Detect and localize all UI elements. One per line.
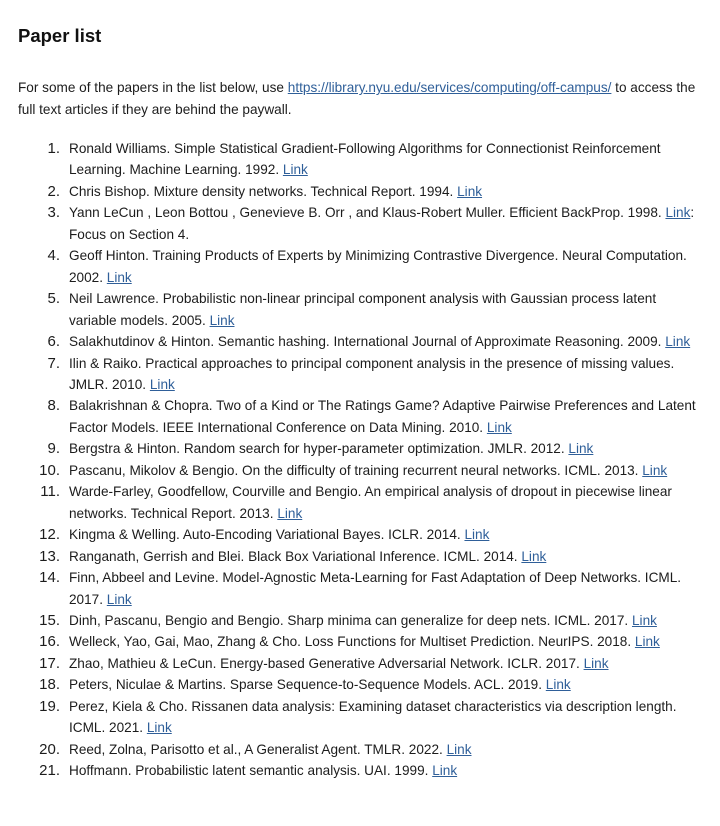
paper-list-item — [18, 739, 702, 760]
paper-link[interactable]: Link — [634, 634, 660, 650]
paper-citation: Neil Lawrence. Probabilistic non-linear principal component analysis with Gaussian process latent variable models. 2005. — [69, 291, 657, 328]
paper-citation: Bergstra & Hinton. Random search for hyper-parameter optimization. JMLR. 2012. — [69, 441, 569, 457]
paper-link[interactable]: Link — [568, 441, 594, 457]
paper-note: : Focus on Section 4. — [69, 205, 695, 242]
paper-number: 5. — [47, 290, 60, 308]
paper-citation: Ronald Williams. Simple Statistical Gradient-Following Algorithms for Connectionist Reinforcement Learning. Machine Learning. 1992. — [69, 141, 661, 178]
paper-link[interactable]: Link — [521, 548, 547, 564]
paper-citation: Chris Bishop. Mixture density networks. Technical Report. 1994. — [69, 183, 458, 199]
paper-citation: Pascanu, Mikolov & Bengio. On the difficulty of training recurrent neural networks. ICML. 2013. — [69, 462, 643, 478]
paper-list-item — [18, 331, 702, 352]
paper-list-item — [18, 245, 702, 288]
paper-list-item — [18, 653, 702, 674]
paper-list-item — [18, 696, 702, 739]
paper-link[interactable]: Link — [277, 505, 303, 521]
paper-link[interactable]: Link — [106, 591, 132, 607]
paper-citation: Peters, Niculae & Martins. Sparse Sequence-to-Sequence Models. ACL. 2019. — [69, 677, 546, 693]
paper-number: 1. — [47, 140, 60, 157]
paper-list-item — [18, 395, 702, 438]
paper-citation: Ilin & Raiko. Practical approaches to principal component analysis in the presence of missing values. JMLR. 2010. — [69, 355, 675, 392]
paper-list-item — [18, 481, 702, 524]
paper-list-item — [18, 610, 702, 631]
paper-list-item — [18, 353, 702, 396]
intro-text-after: to access the full text articles if they are behind the paywall. — [18, 80, 696, 117]
paper-list-item — [18, 202, 702, 245]
paper-link[interactable]: Link — [146, 720, 172, 736]
paper-number: 13. — [39, 547, 60, 565]
paper-citation: Warde-Farley, Goodfellow, Courville and Bengio. An empirical analysis of dropout in piecewise linear networks. Technical Report. 2013. — [69, 484, 672, 521]
paper-number: 9. — [47, 440, 60, 458]
paper-number: 2. — [47, 182, 60, 200]
paper-link[interactable]: Link — [432, 763, 458, 779]
paper-number: 4. — [47, 247, 60, 265]
paper-link[interactable]: Link — [149, 376, 175, 392]
page-title: Paper list — [18, 25, 102, 46]
paper-citation: Balakrishnan & Chopra. Two of a Kind or The Ratings Game? Adaptive Pairwise Preferences and Latent Factor Models. IEEE International Conference on Data Mining. 2010. — [69, 398, 696, 435]
paper-list-item — [18, 288, 702, 331]
paper-link[interactable]: Link — [545, 677, 571, 693]
paper-citation: Perez, Kiela & Cho. Rissanen data analysis: Examining dataset characteristics via description length. ICML. 2021. — [69, 698, 677, 736]
paper-number: 20. — [39, 740, 60, 758]
paper-list — [18, 138, 702, 782]
paper-list-item — [18, 181, 702, 202]
paper-link[interactable]: Link — [457, 183, 483, 199]
paper-link[interactable]: Link — [486, 419, 512, 435]
paper-citation: Dinh, Pascanu, Bengio and Bengio. Sharp minima can generalize for deep nets. ICML. 2017. — [69, 612, 632, 628]
intro-paragraph — [18, 77, 702, 120]
paper-citation: Hoffmann. Probabilistic latent semantic analysis. UAI. 1999. — [69, 763, 433, 779]
paper-number: 16. — [39, 633, 60, 651]
paper-citation: Reed, Zolna, Parisotto et al., A Generalist Agent. TMLR. 2022. — [69, 741, 447, 757]
paper-number: 17. — [39, 654, 60, 672]
paper-list-item — [18, 631, 702, 652]
paper-number: 18. — [39, 676, 60, 694]
paper-citation: Yann LeCun , Leon Bottou , Genevieve B. Orr , and Klaus-Robert Muller. Efficient BackProp. 1998. — [69, 205, 666, 221]
paper-citation: Salakhutdinov & Hinton. Semantic hashing. International Journal of Approximate Reasoning. 2009. — [69, 334, 666, 350]
paper-link[interactable]: Link — [209, 312, 235, 328]
paper-link[interactable]: Link — [106, 269, 132, 285]
paper-list-item — [18, 567, 702, 610]
paper-list-item — [18, 460, 702, 481]
paper-number: 7. — [47, 354, 60, 372]
paper-link[interactable]: Link — [642, 462, 668, 478]
paper-number: 10. — [39, 461, 60, 479]
paper-link[interactable]: Link — [665, 334, 691, 350]
paper-number: 8. — [47, 397, 60, 415]
paper-number: 6. — [47, 333, 60, 351]
paper-citation: Geoff Hinton. Training Products of Experts by Minimizing Contrastive Divergence. Neural Computation. 2002. — [69, 248, 687, 285]
paper-list-item — [18, 138, 702, 181]
paper-number: 19. — [39, 697, 60, 715]
paper-number: 21. — [39, 762, 60, 780]
paper-link[interactable]: Link — [583, 655, 609, 671]
paper-link[interactable]: Link — [665, 205, 691, 221]
paper-link[interactable]: Link — [282, 162, 308, 178]
off-campus-library-link[interactable]: https://library.nyu.edu/services/computing/off-campus/ — [287, 80, 612, 95]
paper-link[interactable]: Link — [631, 612, 657, 628]
paper-list-item — [18, 674, 702, 695]
paper-citation: Welleck, Yao, Gai, Mao, Zhang & Cho. Loss Functions for Multiset Prediction. NeurIPS. 2018. — [69, 634, 635, 650]
paper-citation: Finn, Abbeel and Levine. Model-Agnostic Meta-Learning for Fast Adaptation of Deep Networks. ICML. 2017. — [69, 570, 682, 607]
paper-number: 15. — [39, 611, 60, 629]
paper-number: 3. — [47, 204, 60, 222]
paper-citation: Kingma & Welling. Auto-Encoding Variational Bayes. ICLR. 2014. — [69, 527, 465, 543]
paper-list-item — [18, 546, 702, 567]
paper-list-item — [18, 438, 702, 459]
paper-list-item — [18, 524, 702, 545]
paper-list-item — [18, 760, 702, 781]
paper-link[interactable]: Link — [446, 741, 472, 757]
intro-text-before: For some of the papers in the list below, use — [18, 80, 288, 95]
paper-citation: Zhao, Mathieu & LeCun. Energy-based Generative Adversarial Network. ICLR. 2017. — [69, 655, 584, 671]
paper-link[interactable]: Link — [464, 527, 490, 543]
paper-number: 12. — [39, 526, 60, 544]
paper-number: 11. — [40, 483, 60, 501]
paper-number: 14. — [39, 569, 60, 587]
paper-citation: Ranganath, Gerrish and Blei. Black Box Variational Inference. ICML. 2014. — [69, 548, 522, 564]
